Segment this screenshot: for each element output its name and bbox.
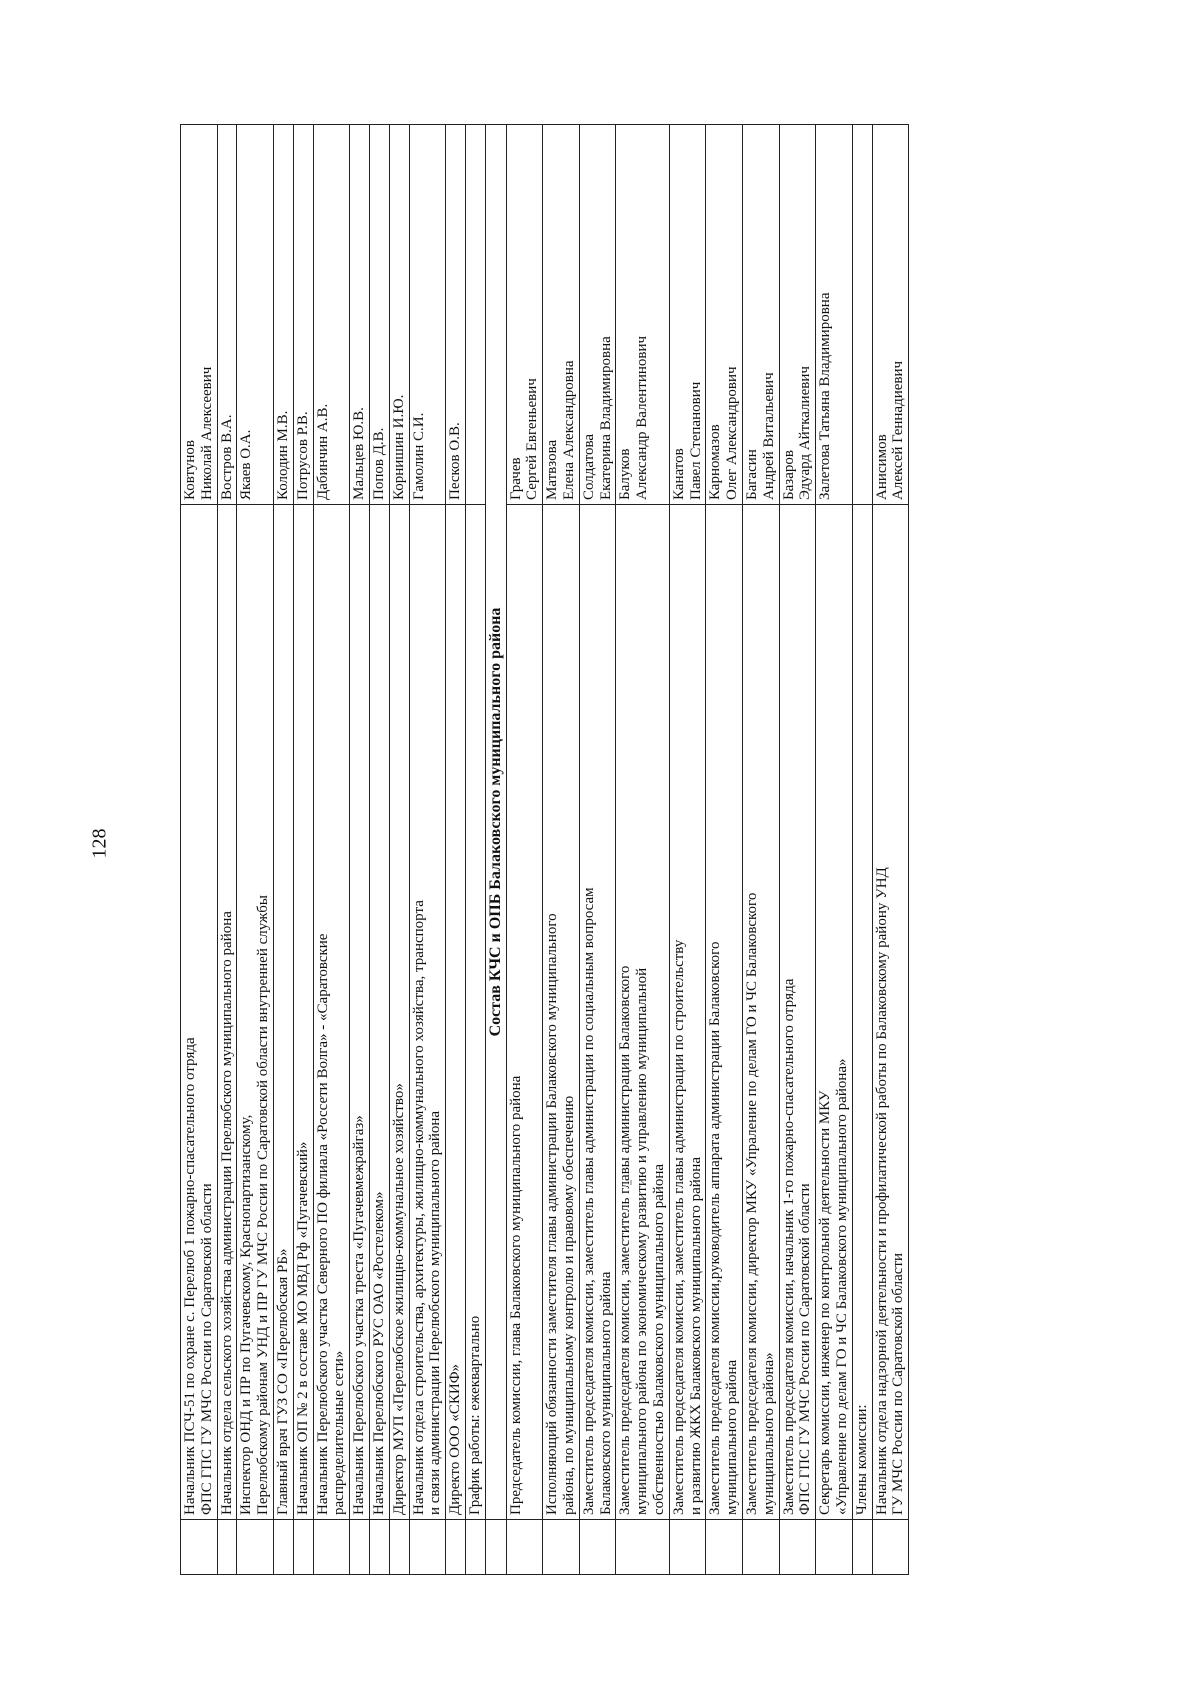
role-cell: [669, 505, 706, 1520]
role-cell: [181, 505, 218, 1520]
rotated-table-container: [180, 125, 1000, 1575]
table-row: [313, 125, 350, 1575]
role-cell-line: Заместитель председателя комиссии,руководитель аппарата администрации Балаковского: [707, 941, 724, 1515]
name-cell: [669, 125, 706, 505]
blank-cell: [506, 1520, 543, 1575]
name-cell-line: Матвзова: [544, 439, 561, 500]
name-cell-line: Екатерина Владимировна: [597, 336, 614, 500]
name-cell: [616, 125, 669, 505]
table-row: [293, 125, 313, 1575]
role-cell: [779, 505, 816, 1520]
role-cell: [350, 505, 370, 1520]
blank-cell: [616, 1520, 669, 1575]
blank-cell: [313, 1520, 350, 1575]
name-cell-line: Корнишин И.Ю.: [390, 394, 407, 500]
blank-cell: [350, 1520, 370, 1575]
role-cell: [465, 505, 485, 1520]
table-row: [217, 125, 237, 1575]
name-cell-line: Песков О.В.: [447, 422, 464, 500]
role-cell: [816, 505, 853, 1520]
name-cell: [872, 125, 909, 505]
table-row: [743, 125, 780, 1575]
role-cell-line: и развитию ЖКХ Балаковского муниципального района: [687, 1157, 704, 1515]
role-cell: [409, 505, 446, 1520]
role-cell-line: Инспектор ОНД и ПР по Пугачевскому, Краснопартизанскому,: [238, 1114, 255, 1515]
name-cell: [313, 125, 350, 505]
name-cell-line: Солдатова: [580, 433, 597, 500]
name-cell-line: Андрей Витальевич: [760, 372, 777, 500]
table-row: [706, 125, 743, 1575]
name-cell-line: Потрусов Р.В.: [294, 411, 311, 500]
name-cell: [506, 125, 543, 505]
table-row: [616, 125, 669, 1575]
table-row: [465, 125, 485, 1575]
role-cell-line: Исполняющий обязанности заместителя главы администрации Балаковского муниципального: [544, 913, 561, 1515]
table-row: [543, 125, 580, 1575]
role-cell: [543, 505, 580, 1520]
role-cell-line: Заместитель председателя комиссии, заместитель главы администрации по социальным вопросам: [580, 887, 597, 1515]
name-cell-line: Алексей Геннадиевич: [890, 360, 907, 500]
role-cell-line: ФПС ГПС ГУ МЧС России по Саратовской области: [198, 1183, 215, 1515]
blank-cell: [409, 1520, 446, 1575]
page-number: 128: [88, 828, 111, 859]
role-cell: [446, 505, 466, 1520]
name-cell-line: Балуков: [617, 448, 634, 500]
role-cell-line: Секретарь комиссии, инженер по контрольной деятельности МКУ: [817, 1090, 834, 1515]
table-row: [506, 125, 543, 1575]
name-cell-line: Елена Александровна: [561, 360, 578, 500]
name-cell-line: Александр Валентинович: [634, 335, 651, 500]
role-cell-line: Председатель комиссии, глава Балаковского муниципального района: [507, 1075, 524, 1515]
role-cell: [389, 505, 409, 1520]
name-cell: [779, 125, 816, 505]
blank-cell: [579, 1520, 616, 1575]
role-cell-line: Начальник отдела строительства, архитектуры, жилищно-коммунального хозяйства, транспорта: [410, 900, 427, 1515]
commission-table: [180, 124, 909, 1575]
name-cell-line: Эдуард Айткалиевич: [797, 366, 814, 500]
name-cell-line: Гамолин С.И.: [410, 412, 427, 500]
blank-cell: [816, 1520, 853, 1575]
role-cell-line: Заместитель председателя комиссии, заместитель главы администрации по строительству: [670, 939, 687, 1515]
role-cell-line: Заместитель председателя комиссии, директор МКУ «Упраление по делам ГО и ЧС Балаковского: [744, 892, 761, 1515]
name-cell-line: Канатов: [670, 448, 687, 500]
table-row: [237, 125, 274, 1575]
table-row: [273, 125, 293, 1575]
table-row: [409, 125, 446, 1575]
role-cell: [237, 505, 274, 1520]
role-cell-line: «Управление по делам ГО и ЧС Балаковского муниципального района»: [834, 1058, 850, 1515]
role-cell: [579, 505, 616, 1520]
table-row: [181, 125, 218, 1575]
blank-cell: [217, 1520, 237, 1575]
role-cell-line: Начальник ОП № 2 в составе МО МВД Рф «Пугачевский»: [294, 1141, 311, 1515]
role-cell-line: Перелюбскому районам УНД и ПР ГУ МЧС России по Саратовской области внутренней службы: [255, 895, 272, 1515]
role-cell-line: ГУ МЧС России по Саратовской области: [890, 1252, 907, 1515]
name-cell: [706, 125, 743, 505]
role-cell: [217, 505, 237, 1520]
role-cell-line: Главный врач ГУЗ СО «Перелюбская РБ»: [274, 1248, 291, 1515]
name-cell: [350, 125, 370, 505]
blank-cell: [852, 1520, 872, 1575]
role-cell-line: Директо ООО «СКИФ»: [447, 1363, 464, 1515]
name-cell: [543, 125, 580, 505]
role-cell-line: Заместитель председателя комиссии, начальник 1-го пожарно-спасательного отряда: [780, 978, 797, 1515]
role-cell-line: распределительные сети»: [331, 1350, 348, 1515]
role-cell: [872, 505, 909, 1520]
table-row: [446, 125, 466, 1575]
role-cell: [616, 505, 669, 1520]
role-cell: [506, 505, 543, 1520]
blank-cell: [446, 1520, 466, 1575]
name-cell-line: Карномазов: [707, 424, 724, 500]
name-cell: [852, 125, 872, 505]
name-cell-line: Залетова Татьяна Владимировна: [817, 292, 834, 500]
blank-cell: [669, 1520, 706, 1575]
name-cell-line: Мальцев Ю.В.: [351, 407, 368, 500]
name-cell-line: Багасин: [744, 449, 761, 500]
section-title: Состав КЧС и ОПБ Балаковского муниципального района: [485, 125, 506, 1520]
role-cell-line: муниципального района: [724, 1359, 741, 1515]
name-cell: [446, 125, 466, 505]
name-cell-line: Анисимов: [873, 434, 890, 500]
name-cell-line: Дабинчин А.В.: [314, 403, 331, 500]
name-cell: [369, 125, 389, 505]
table-row: [369, 125, 389, 1575]
name-cell-line: Николай Алексеевич: [198, 366, 215, 500]
table-row: [350, 125, 370, 1575]
name-cell: [181, 125, 218, 505]
blank-cell: [743, 1520, 780, 1575]
name-cell: [237, 125, 274, 505]
blank-cell: [369, 1520, 389, 1575]
role-cell-line: собственностью Балаковского муниципального района: [651, 1163, 668, 1515]
commission-table-body: [181, 125, 909, 1575]
role-cell: [293, 505, 313, 1520]
name-cell-line: Попов Д.В.: [370, 427, 387, 500]
blank-cell: [543, 1520, 580, 1575]
blank-cell: [779, 1520, 816, 1575]
role-cell: [273, 505, 293, 1520]
role-cell-line: Директор МУП «Перелюбское жилищно-коммунальное хозяйство»: [390, 1083, 407, 1515]
name-cell: [293, 125, 313, 505]
table-row: [852, 125, 872, 1575]
name-cell-line: Востров В.А.: [218, 414, 235, 500]
role-cell-line: и связи администрации Перелюбского муниципального района: [427, 1110, 444, 1515]
name-cell-line: Ковтунов: [182, 440, 198, 500]
blank-cell: [293, 1520, 313, 1575]
role-cell-line: ФПС ГПС ГУ МЧС России по Саратовской области: [797, 1183, 814, 1515]
role-cell-line: Начальник ПСЧ-51 по охране с. Перелюб 1 пожарно-спасательного отряда: [182, 1037, 198, 1515]
name-cell: [389, 125, 409, 505]
name-cell: [579, 125, 616, 505]
role-cell: [313, 505, 350, 1520]
blank-cell: [465, 1520, 485, 1575]
name-cell: [816, 125, 853, 505]
role-cell-line: муниципального района по экономическому развитию и управлению муниципальной: [634, 967, 651, 1515]
table-row: [872, 125, 909, 1575]
rotated-table-frame: [180, 125, 1000, 1575]
name-cell-line: Олег Александрович: [724, 366, 741, 500]
name-cell-line: Грачев: [507, 457, 524, 500]
table-row: [389, 125, 409, 1575]
role-cell: [369, 505, 389, 1520]
role-cell-line: График работы: ежеквартально: [466, 1315, 483, 1515]
name-cell-line: Базаров: [780, 450, 797, 500]
name-cell-line: Павел Степанович: [687, 381, 704, 500]
role-cell-line: муниципального района»: [760, 1352, 777, 1515]
blank-cell: [273, 1520, 293, 1575]
role-cell: [743, 505, 780, 1520]
name-cell: [465, 125, 485, 505]
blank-cell: [237, 1520, 274, 1575]
blank-cell: [872, 1520, 909, 1575]
name-cell: [273, 125, 293, 505]
role-cell-line: Заместитель председателя комиссии, заместитель главы администрации Балаковского: [617, 965, 634, 1515]
name-cell: [217, 125, 237, 505]
role-cell-line: Члены комиссии:: [853, 1404, 870, 1515]
role-cell-line: района, по муниципальному контролю и правовому обеспечению: [561, 1095, 578, 1515]
role-cell-line: Начальник Перелюбского участка треста «Пугачевмежрайгаз»: [351, 1115, 368, 1515]
name-cell-line: Сергей Евгеньевич: [524, 378, 541, 500]
role-cell-line: Начальник Перелюбского РУС ОАО «Ростелеком»: [370, 1191, 387, 1515]
blank-cell: [181, 1520, 218, 1575]
role-cell-line: Балаковского муниципального района: [597, 1271, 614, 1515]
name-cell: [409, 125, 446, 505]
role-cell-line: Начальник отдела сельского хозяйства администрации Перелюбского муниципального района: [218, 911, 235, 1515]
blank-cell: [706, 1520, 743, 1575]
table-row: [579, 125, 616, 1575]
table-row: [816, 125, 853, 1575]
section-title-row: [485, 125, 506, 1575]
name-cell-line: Якаев О.А.: [238, 429, 255, 500]
table-row: [779, 125, 816, 1575]
name-cell: [743, 125, 780, 505]
table-row: [669, 125, 706, 1575]
role-cell-line: Начальник Перелюбского участка Северного ПО филиала «Россети Волга» - «Саратовские: [314, 933, 331, 1515]
blank-cell: [389, 1520, 409, 1575]
role-cell: [706, 505, 743, 1520]
name-cell-line: Колодин М.В.: [274, 410, 291, 500]
blank-cell: [485, 1520, 506, 1575]
role-cell-line: Начальник отдела надзорной деятельности и профилатической работы по Балаковскому району УНД: [873, 867, 890, 1515]
role-cell: [852, 505, 872, 1520]
